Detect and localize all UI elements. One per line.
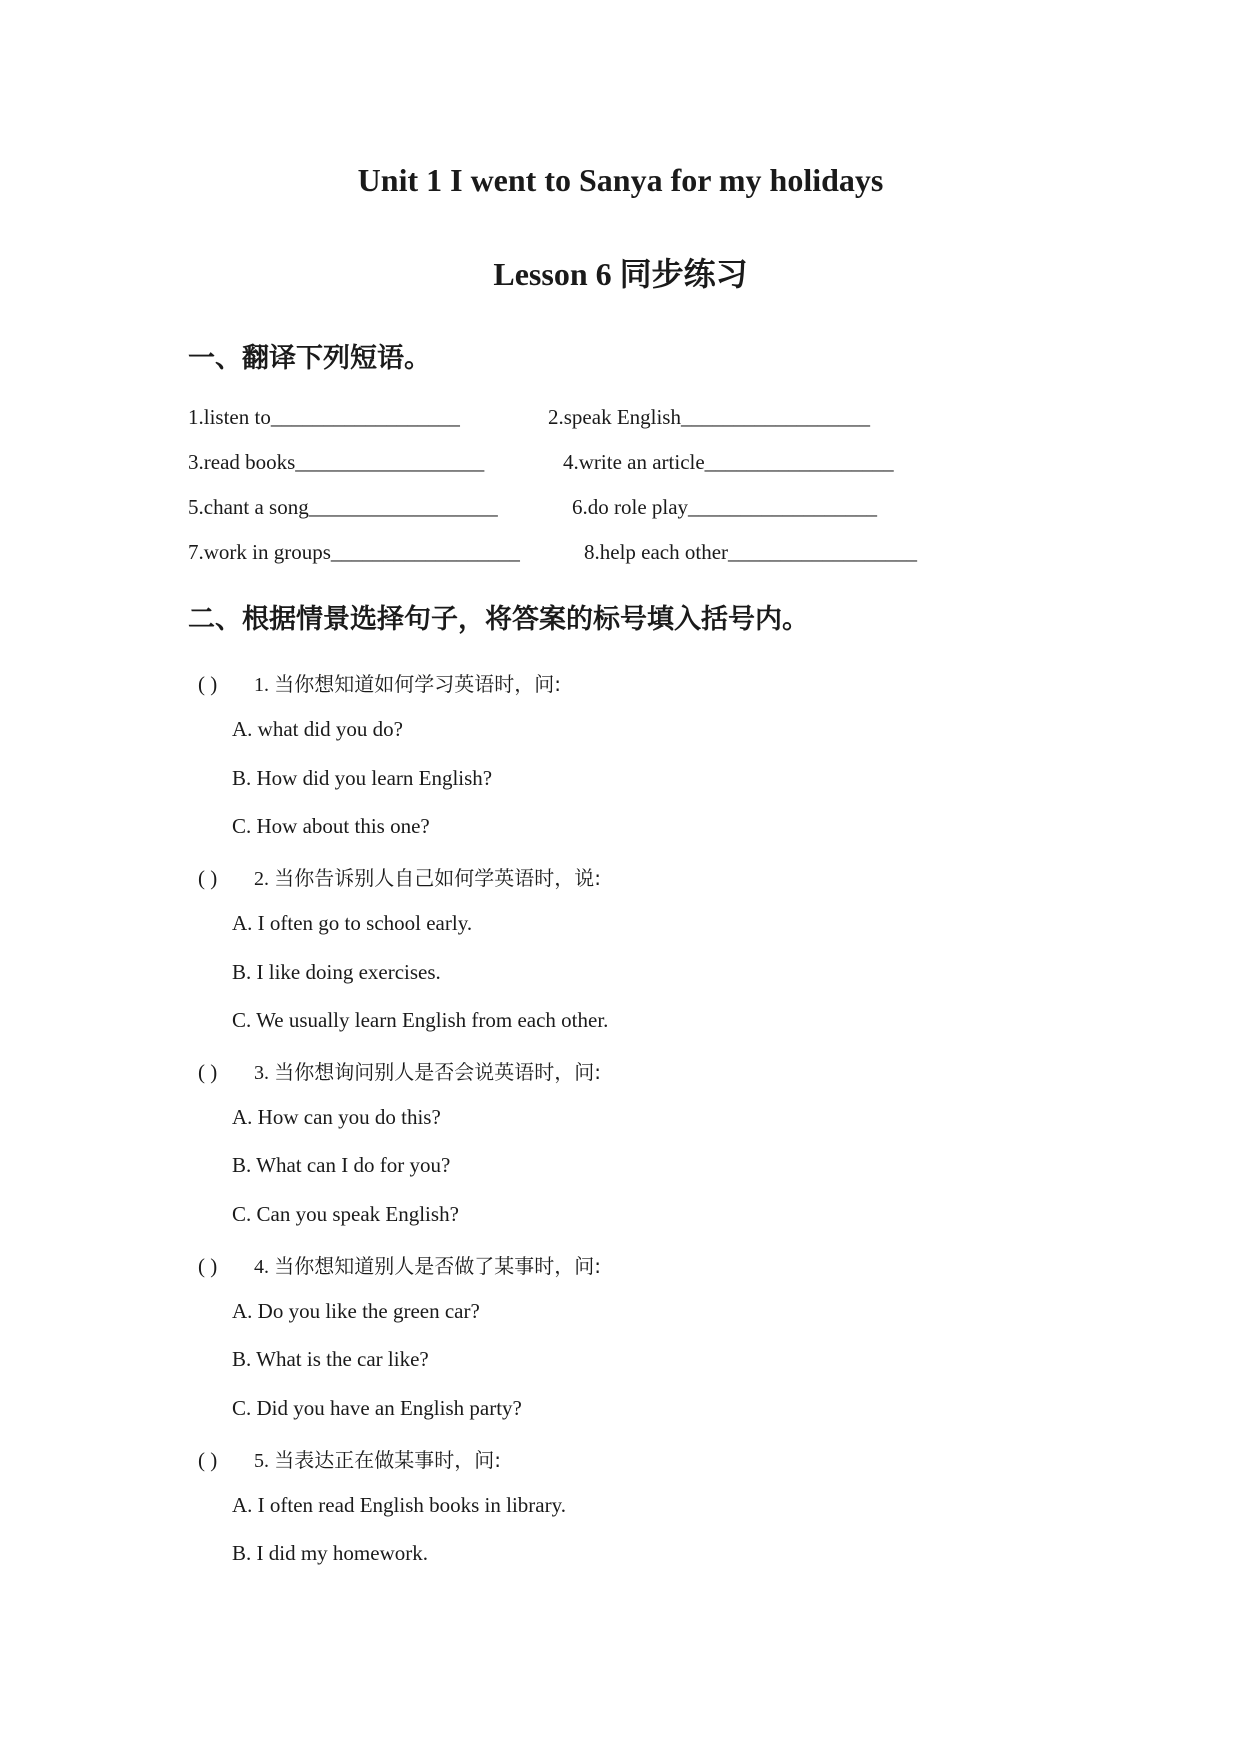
option-a: A. How can you do this? [232, 1105, 441, 1129]
phrase-item: 4.write an article__________________ [563, 450, 894, 474]
answer-blank[interactable]: ( ) [198, 1254, 218, 1278]
phrase-item: 3.read books__________________ [188, 450, 485, 474]
question-number: 3. [254, 1062, 269, 1084]
phrase-item: 7.work in groups__________________ [188, 540, 520, 564]
question-2 [198, 862, 601, 891]
question-5 [198, 1444, 501, 1473]
option-c: C. How about this one? [232, 814, 430, 838]
question-text: 当你想知道别人是否做了某事时，问: [274, 1254, 601, 1278]
option-a: A. Do you like the green car? [232, 1299, 480, 1323]
phrase-item: 5.chant a song__________________ [188, 495, 498, 519]
option-b: B. I did my homework. [232, 1541, 428, 1565]
answer-blank[interactable]: ( ) [198, 866, 218, 890]
question-text: 当表达正在做某事时，问: [274, 1448, 501, 1472]
option-b: B. How did you learn English? [232, 766, 493, 790]
phrase-item: 1.listen to__________________ [188, 405, 460, 429]
section-2-heading: 二、根据情景选择句子，将答案的标号填入括号内。 [188, 604, 809, 635]
question-1 [198, 668, 561, 697]
option-c: C. Can you speak English? [232, 1202, 459, 1226]
phrase-item: 6.do role play__________________ [572, 495, 878, 519]
question-text: 当你想知道如何学习英语时，问: [274, 672, 561, 696]
answer-blank[interactable]: ( ) [198, 1060, 218, 1084]
worksheet-subtitle: Lesson 6 同步练习 [493, 256, 748, 292]
question-text: 当你告诉别人自己如何学英语时，说: [274, 866, 601, 890]
section-1-heading: 一、翻译下列短语。 [188, 343, 431, 374]
question-4 [198, 1250, 601, 1279]
question-3 [198, 1056, 601, 1085]
option-c: C. We usually learn English from each other. [232, 1008, 609, 1032]
question-number: 5. [254, 1450, 269, 1472]
option-b: B. What is the car like? [232, 1347, 429, 1371]
question-number: 2. [254, 868, 269, 890]
option-a: A. what did you do? [232, 717, 403, 741]
question-number: 1. [254, 674, 269, 696]
option-a: A. I often go to school early. [232, 911, 473, 935]
answer-blank[interactable]: ( ) [198, 672, 218, 696]
option-c: C. Did you have an English party? [232, 1396, 522, 1420]
phrase-item: 8.help each other__________________ [584, 540, 918, 564]
answer-blank[interactable]: ( ) [198, 1448, 218, 1472]
option-b: B. What can I do for you? [232, 1153, 451, 1177]
worksheet-title: Unit 1 I went to Sanya for my holidays [357, 162, 884, 198]
option-b: B. I like doing exercises. [232, 960, 441, 984]
question-text: 当你想询问别人是否会说英语时，问: [274, 1060, 601, 1084]
phrase-item: 2.speak English__________________ [548, 405, 870, 429]
question-number: 4. [254, 1256, 269, 1278]
option-a: A. I often read English books in library. [232, 1493, 566, 1517]
